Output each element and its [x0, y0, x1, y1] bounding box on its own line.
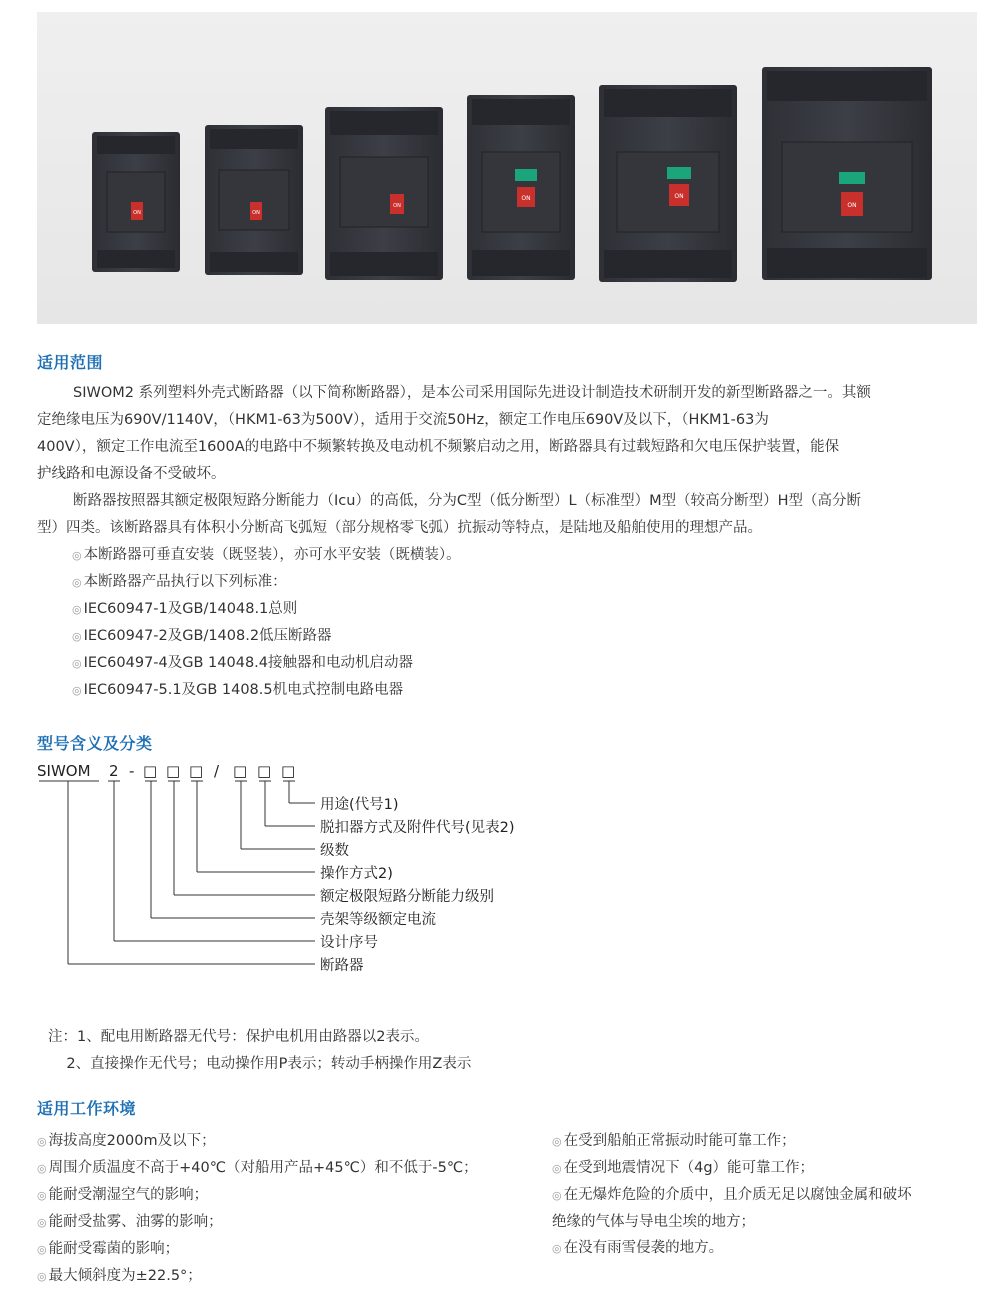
on-label: ON — [521, 195, 531, 202]
scope-p1-line1: SIWOM2 系列塑料外壳式断路器（以下简称断路器），是本公司采用国际先进设计制造技术研制开发的新型断路器之一。其额 — [73, 385, 871, 401]
breaker-unit — [599, 85, 737, 282]
scope-p2-line1: 断路器按照器其额定极限短路分断能力（Icu）的高低，分为C型（低分断型）L（标准型）M型（较高分断型）H型（高分断 — [73, 493, 862, 509]
on-label: ON — [252, 210, 260, 216]
code-box: □ — [281, 762, 296, 780]
on-label: ON — [847, 202, 857, 209]
list-item: ◎ 本断路器可垂直安装（既竖装），亦可水平安装（既横装）。 — [72, 547, 461, 563]
code-box: □ — [143, 762, 158, 780]
breaker-unit — [92, 132, 180, 272]
code-box: □ — [257, 762, 272, 780]
scope-paragraph-1 — [37, 380, 977, 488]
list-item: ◎ 能耐受霉菌的影响； — [37, 1241, 180, 1257]
leader-lines — [39, 781, 315, 964]
code-box: □ — [189, 762, 204, 780]
list-item: ◎ 本断路器产品执行以下列标准： — [72, 574, 287, 590]
env-list-right — [552, 1128, 912, 1262]
model-label-frame-current: 壳架等级额定电流 — [320, 912, 436, 928]
section-title-environment: 适用工作环境 — [37, 1099, 137, 1118]
code-slash: / — [214, 762, 220, 780]
list-item: ◎ 最大倾斜度为±22.5°； — [37, 1268, 202, 1284]
section-title-model: 型号含义及分类 — [37, 734, 153, 753]
list-item: 绝缘的气体与导电尘埃的地方； — [552, 1214, 755, 1230]
model-label-breaker: 断路器 — [320, 958, 364, 974]
scope-p2-line2: 型）四类。该断路器具有体积小分断高飞弧短（部分规格零飞弧）抗振动等特点，是陆地及船舶使用的理想产品。 — [37, 520, 762, 536]
code-box: □ — [166, 762, 181, 780]
model-label-operation: 操作方式2) — [320, 866, 393, 882]
model-label-usage: 用途(代号1) — [320, 797, 399, 813]
code-prefix: SIWOM — [37, 762, 91, 780]
breaker-illustrations — [37, 12, 977, 324]
section-title-scope: 适用范围 — [37, 353, 104, 372]
model-label-trip: 脱扣器方式及附件代号(见表2) — [320, 820, 515, 836]
model-label-breaking-capacity: 额定极限短路分断能力级别 — [320, 889, 494, 905]
model-label-poles: 级数 — [320, 843, 349, 859]
on-label: ON — [393, 203, 401, 209]
list-item: ◎ IEC60947-1及GB/14048.1总则 — [72, 601, 298, 617]
code-box: □ — [233, 762, 248, 780]
scope-p1-line3: 400V），额定工作电流至1600A的电路中不频繁转换及电动机不频繁启动之用，断路器具有过载短路和欠电压保护装置，能保 — [37, 439, 840, 455]
breaker-unit — [467, 95, 575, 280]
note-line-2: 2、直接操作无代号；电动操作用P表示；转动手柄操作用Z表示 — [48, 1056, 472, 1072]
env-list-left — [37, 1128, 478, 1290]
on-label: ON — [133, 210, 141, 216]
scope-p1-line2: 定绝缘电压为690V/1140V，（HKM1-63为500V），适用于交流50Hz，额定工作电压690V及以下，（HKM1-63为 — [37, 412, 769, 428]
scope-bullet-list — [72, 542, 461, 704]
list-item: ◎ IEC60497-4及GB 14048.4接触器和电动机启动器 — [72, 655, 414, 671]
breaker-unit — [205, 125, 303, 275]
list-item: ◎ 海拔高度2000m及以下； — [37, 1133, 216, 1149]
list-item: ◎ IEC60947-2及GB/1408.2低压断路器 — [72, 628, 332, 644]
code-dash: - — [129, 762, 135, 780]
scope-p1-line4: 护线路和电源设备不受破坏。 — [37, 466, 226, 482]
breaker-unit — [325, 107, 443, 280]
list-item: ◎ 在受到船舶正常振动时能可靠工作； — [552, 1133, 796, 1149]
on-label: ON — [674, 193, 684, 200]
list-item: ◎ IEC60947-5.1及GB 1408.5机电式控制电路电器 — [72, 682, 404, 698]
model-notes — [48, 1024, 471, 1078]
model-label-design-no: 设计序号 — [320, 935, 378, 951]
list-item: ◎ 能耐受盐雾、油雾的影响； — [37, 1214, 223, 1230]
model-code-diagram — [37, 756, 597, 982]
list-item: ◎ 在没有雨雪侵袭的地方。 — [552, 1240, 724, 1256]
list-item: ◎ 在受到地震情况下（4g）能可靠工作； — [552, 1160, 815, 1176]
note-line-1: 注：1、配电用断路器无代号：保护电机用由路器以2表示。 — [48, 1029, 429, 1045]
scope-paragraph-2 — [37, 488, 977, 542]
list-item: ◎ 周围介质温度不高于+40℃（对船用产品+45℃）和不低于-5℃； — [37, 1160, 478, 1176]
product-photo-panel — [37, 12, 977, 324]
list-item: ◎ 在无爆炸危险的介质中，且介质无足以腐蚀金属和破坏 — [552, 1187, 912, 1203]
code-number: 2 — [109, 762, 119, 780]
list-item: ◎ 能耐受潮湿空气的影响； — [37, 1187, 209, 1203]
breaker-unit — [762, 67, 932, 280]
